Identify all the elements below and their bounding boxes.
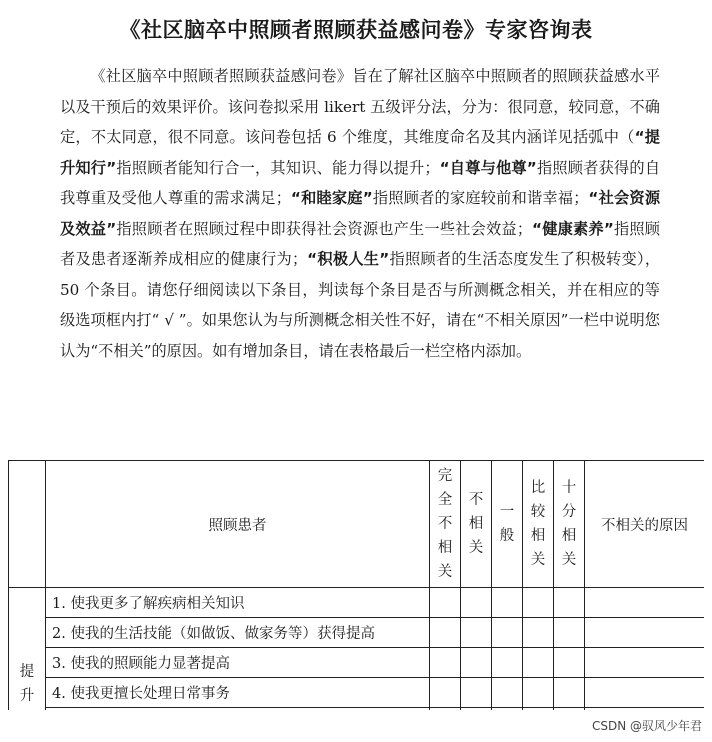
rating-cell[interactable] <box>461 648 492 678</box>
reason-cell[interactable] <box>585 588 705 618</box>
header-irrelevance-reason: 不相关的原因 <box>585 461 705 588</box>
header-irrelevant <box>461 461 492 588</box>
rating-cell[interactable] <box>554 648 585 678</box>
rating-cell[interactable] <box>492 648 523 678</box>
header-relatively-relevant <box>523 461 554 588</box>
rating-cell[interactable] <box>492 708 523 711</box>
survey-table-wrapper <box>8 460 704 710</box>
header-care-patient: 照顾患者 <box>46 461 430 588</box>
rating-cell[interactable] <box>461 708 492 711</box>
header-neutral-label: 一般 <box>499 504 515 544</box>
dimension-header-cell <box>9 461 46 588</box>
table-header-row <box>9 461 705 588</box>
dimension-name-1: “提升知行” <box>60 128 660 177</box>
reason-cell[interactable] <box>585 648 705 678</box>
header-completely-irrelevant-label: 完全不相关 <box>437 468 453 580</box>
reason-cell[interactable] <box>585 708 705 711</box>
survey-table <box>8 460 704 710</box>
item-text: 1. 使我更多了解疾病相关知识 <box>46 588 430 618</box>
reason-cell[interactable] <box>585 618 705 648</box>
intro-text-5: 指照顾者在照顾过程中即获得社会资源也产生一些社会效益； <box>116 219 533 238</box>
header-relatively-relevant-label: 比较相关 <box>530 480 546 568</box>
rating-cell[interactable] <box>554 678 585 708</box>
intro-text-3: 指照顾者获得的自我尊重及受他人尊重的需求满足； <box>60 158 661 207</box>
table-row <box>9 618 705 648</box>
intro-paragraph <box>60 61 660 366</box>
rating-cell[interactable] <box>430 588 461 618</box>
rating-cell[interactable] <box>430 618 461 648</box>
rating-cell[interactable] <box>461 678 492 708</box>
rating-cell[interactable] <box>554 618 585 648</box>
dimension-name-6: “积极人生” <box>307 250 390 268</box>
rating-cell[interactable] <box>523 678 554 708</box>
rating-cell[interactable] <box>430 648 461 678</box>
rating-cell[interactable] <box>492 618 523 648</box>
rating-cell[interactable] <box>554 588 585 618</box>
dimension-name-5: “健康素养” <box>532 219 614 238</box>
header-very-relevant-label: 十分相关 <box>561 480 577 568</box>
table-row <box>9 708 705 711</box>
header-completely-irrelevant <box>430 461 461 588</box>
intro-text-1: 《社区脑卒中照顾者照顾获益感问卷》旨在了解社区脑卒中照顾者的照顾获益感水平以及干预后的效果评价。该问卷拟采用 likert 五级评分法，分为：很同意，较同意，不确定，不太同意，很不同意。该问卷包括 6 个维度，其维度命名及其内涵详见括弧中（ <box>60 67 660 146</box>
item-text: 4. 使我更擅长处理日常事务 <box>46 678 430 708</box>
header-irrelevant-label: 不相关 <box>468 492 484 556</box>
rating-cell[interactable] <box>430 678 461 708</box>
table-row <box>9 648 705 678</box>
dimension-name-4: “社会资源及效益” <box>60 189 661 238</box>
rating-cell[interactable] <box>492 588 523 618</box>
rating-cell[interactable] <box>461 618 492 648</box>
header-very-relevant <box>554 461 585 588</box>
item-text: 2. 使我的生活技能（如做饭、做家务等）获得提高 <box>46 618 430 648</box>
rating-cell[interactable] <box>523 708 554 711</box>
header-neutral <box>492 461 523 588</box>
rating-cell[interactable] <box>430 708 461 711</box>
dimension-label-cell <box>9 588 46 711</box>
rating-cell[interactable] <box>523 648 554 678</box>
item-text-empty <box>46 708 430 711</box>
dimension-name-2: “自尊与他尊” <box>439 158 537 177</box>
dimension-label: 提升 <box>19 664 35 704</box>
rating-cell[interactable] <box>523 588 554 618</box>
intro-text-2: 指照顾者能知行合一，其知识、能力得以提升； <box>116 158 440 177</box>
intro-text-6: 指照顾者及患者逐渐养成相应的健康行为； <box>60 219 660 268</box>
intro-text-4: 指照顾者的家庭较前和谐幸福； <box>372 189 589 207</box>
rating-cell[interactable] <box>523 618 554 648</box>
table-row <box>9 678 705 708</box>
reason-cell[interactable] <box>585 678 705 708</box>
table-row <box>9 588 705 618</box>
rating-cell[interactable] <box>492 678 523 708</box>
dimension-name-3: “和睦家庭” <box>290 189 373 207</box>
watermark-credit: CSDN @驭风少年君 <box>591 719 702 733</box>
rating-cell[interactable] <box>461 588 492 618</box>
document-title: 《社区脑卒中照顾者照顾获益感问卷》专家咨询表 <box>119 17 593 42</box>
rating-cell[interactable] <box>554 708 585 711</box>
item-text: 3. 使我的照顾能力显著提高 <box>46 648 430 678</box>
intro-text-7: 指照顾者的生活态度发生了积极转变），50 个条目。请您仔细阅读以下条目，判读每个条目是否与所测概念相关，并在相应的等级选项框内打“ √ ”。如果您认为与所测概念相关性不好，请在“不相关原因”一栏中说明您认为“不相关”的原因。如有增加条目，请在表格最后一栏空格内添加。 <box>60 250 661 360</box>
